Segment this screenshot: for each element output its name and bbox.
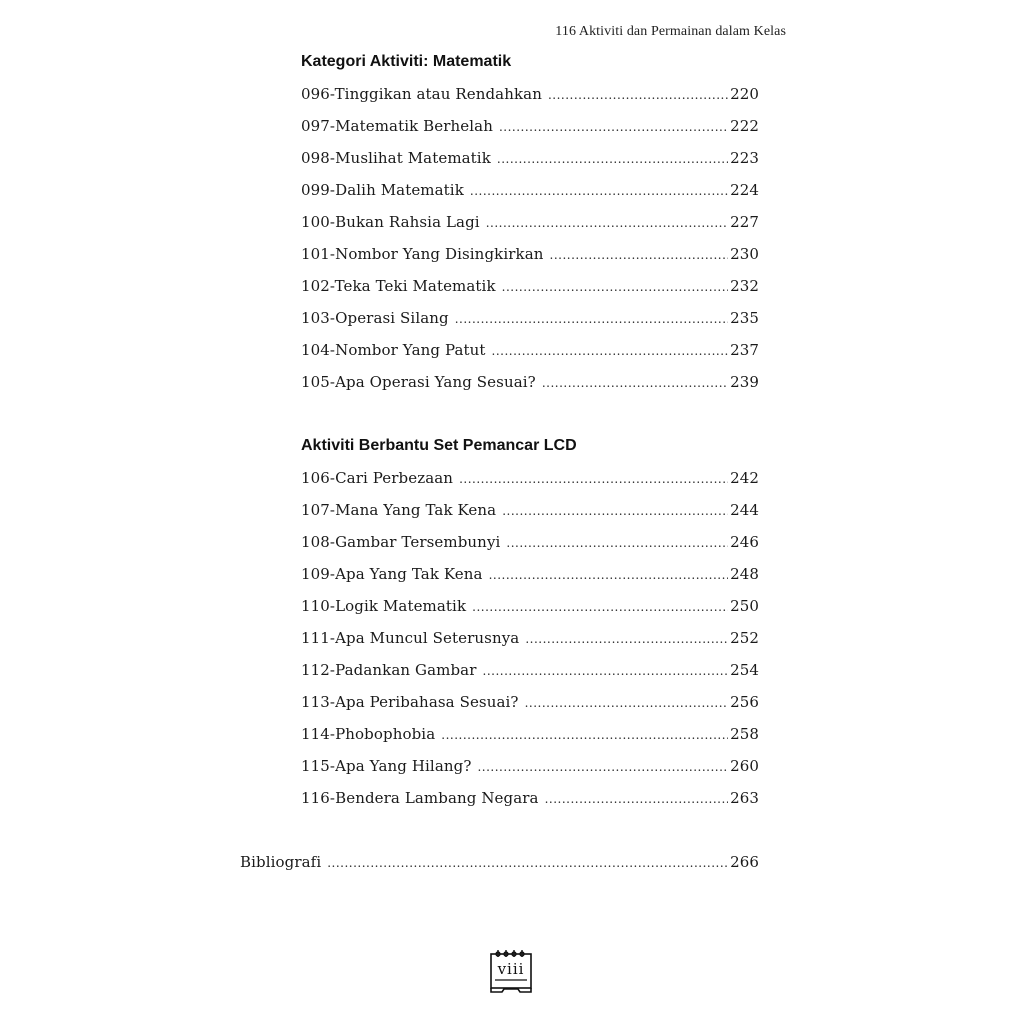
toc-entry-title: 100-Bukan Rahsia Lagi [301,213,480,231]
toc-entry[interactable] [301,238,759,270]
toc-entry-page: 232 [730,277,759,295]
toc-entry-page: 239 [730,373,759,391]
toc-entry[interactable] [301,78,759,110]
dot-leader [497,143,728,175]
toc-entry-title: 096-Tinggikan atau Rendahkan [301,85,542,103]
dot-leader [525,687,729,719]
toc-entry-title: 115-Apa Yang Hilang? [301,757,472,775]
page-number: viii [497,960,525,978]
dot-leader [550,239,729,271]
toc-entry-title: 114-Phobophobia [301,725,436,743]
toc-entry-page: 256 [730,693,759,711]
dot-leader [502,495,728,527]
toc-entry[interactable] [301,270,759,302]
dot-leader [472,591,728,623]
toc-bibliography [240,846,759,878]
toc-entry[interactable] [301,526,759,558]
toc-entry[interactable] [301,110,759,142]
toc-entry[interactable] [301,558,759,590]
toc-entry-title: 103-Operasi Silang [301,309,449,327]
toc-entry[interactable] [301,654,759,686]
dot-leader [483,655,729,687]
toc-entry-page: 246 [730,533,759,551]
toc-entry-title: 101-Nombor Yang Disingkirkan [301,245,544,263]
dot-leader [477,751,728,783]
toc-entry-title: 110-Logik Matematik [301,597,467,615]
section-heading: Kategori Aktiviti: Matematik [301,53,512,70]
section-heading: Aktiviti Berbantu Set Pemancar LCD [301,437,577,454]
dot-leader [506,527,728,559]
toc-entry-page: 242 [730,469,759,487]
toc-entry[interactable] [301,686,759,718]
toc-entry-page: 235 [730,309,759,327]
toc-entry[interactable] [301,302,759,334]
toc-entry[interactable] [301,782,759,814]
dot-leader [492,335,729,367]
dot-leader [499,111,728,143]
dot-leader [502,271,728,303]
toc-entry-page: 223 [730,149,759,167]
toc-entry-title: 112-Padankan Gambar [301,661,477,679]
dot-leader [459,463,728,495]
toc-entry-title: Bibliografi [240,853,322,871]
toc-entry-page: 237 [730,341,759,359]
toc-entry[interactable] [301,334,759,366]
toc-entry-title: 116-Bendera Lambang Negara [301,789,539,807]
toc-entry-bibliography[interactable] [240,846,759,878]
page-number-badge [488,948,536,996]
toc-entry-title: 097-Matematik Berhelah [301,117,493,135]
toc-entry[interactable] [301,206,759,238]
toc-entry-title: 107-Mana Yang Tak Kena [301,501,497,519]
dot-leader [489,559,728,591]
dot-leader [542,367,728,399]
dot-leader [486,207,728,239]
toc-entry[interactable] [301,494,759,526]
dot-leader [525,623,728,655]
toc-entry-page: 250 [730,597,759,615]
toc-entry-title: 108-Gambar Tersembunyi [301,533,501,551]
toc-entry-page: 248 [730,565,759,583]
toc-entry-page: 258 [730,725,759,743]
toc-entry-title: 099-Dalih Matematik [301,181,464,199]
running-head: 116 Aktiviti dan Permainan dalam Kelas [555,24,786,39]
toc-entry-page: 224 [730,181,759,199]
toc-entry-page: 230 [730,245,759,263]
toc-section-lcd [301,430,759,814]
dot-leader [441,719,728,751]
toc-entry[interactable] [301,750,759,782]
toc-entry[interactable] [301,174,759,206]
toc-entry-page: 252 [730,629,759,647]
toc-entry[interactable] [301,142,759,174]
toc-entry-title: 104-Nombor Yang Patut [301,341,486,359]
dot-leader [455,303,728,335]
toc-entry-page: 266 [730,853,759,871]
toc-entry-title: 106-Cari Perbezaan [301,469,454,487]
toc-entry[interactable] [301,366,759,398]
toc-entry-page: 260 [730,757,759,775]
toc-entry-page: 227 [730,213,759,231]
toc-entry[interactable] [301,590,759,622]
toc-entry-title: 109-Apa Yang Tak Kena [301,565,483,583]
toc-entry-title: 102-Teka Teki Matematik [301,277,496,295]
toc-entry-page: 244 [730,501,759,519]
toc-entry[interactable] [301,718,759,750]
dot-leader [545,783,728,815]
dot-leader [548,79,728,111]
toc-entry-page: 254 [730,661,759,679]
toc-section-matematik [301,46,759,398]
toc-entry-page: 263 [730,789,759,807]
toc-entry-title: 105-Apa Operasi Yang Sesuai? [301,373,536,391]
toc-entry-title: 098-Muslihat Matematik [301,149,491,167]
dot-leader [470,175,728,207]
toc-entry-page: 220 [730,85,759,103]
toc-entry-title: 113-Apa Peribahasa Sesuai? [301,693,519,711]
dot-leader [327,847,728,879]
toc-entry-title: 111-Apa Muncul Seterusnya [301,629,520,647]
toc-entry[interactable] [301,622,759,654]
toc-entry-page: 222 [730,117,759,135]
toc-entry[interactable] [301,462,759,494]
